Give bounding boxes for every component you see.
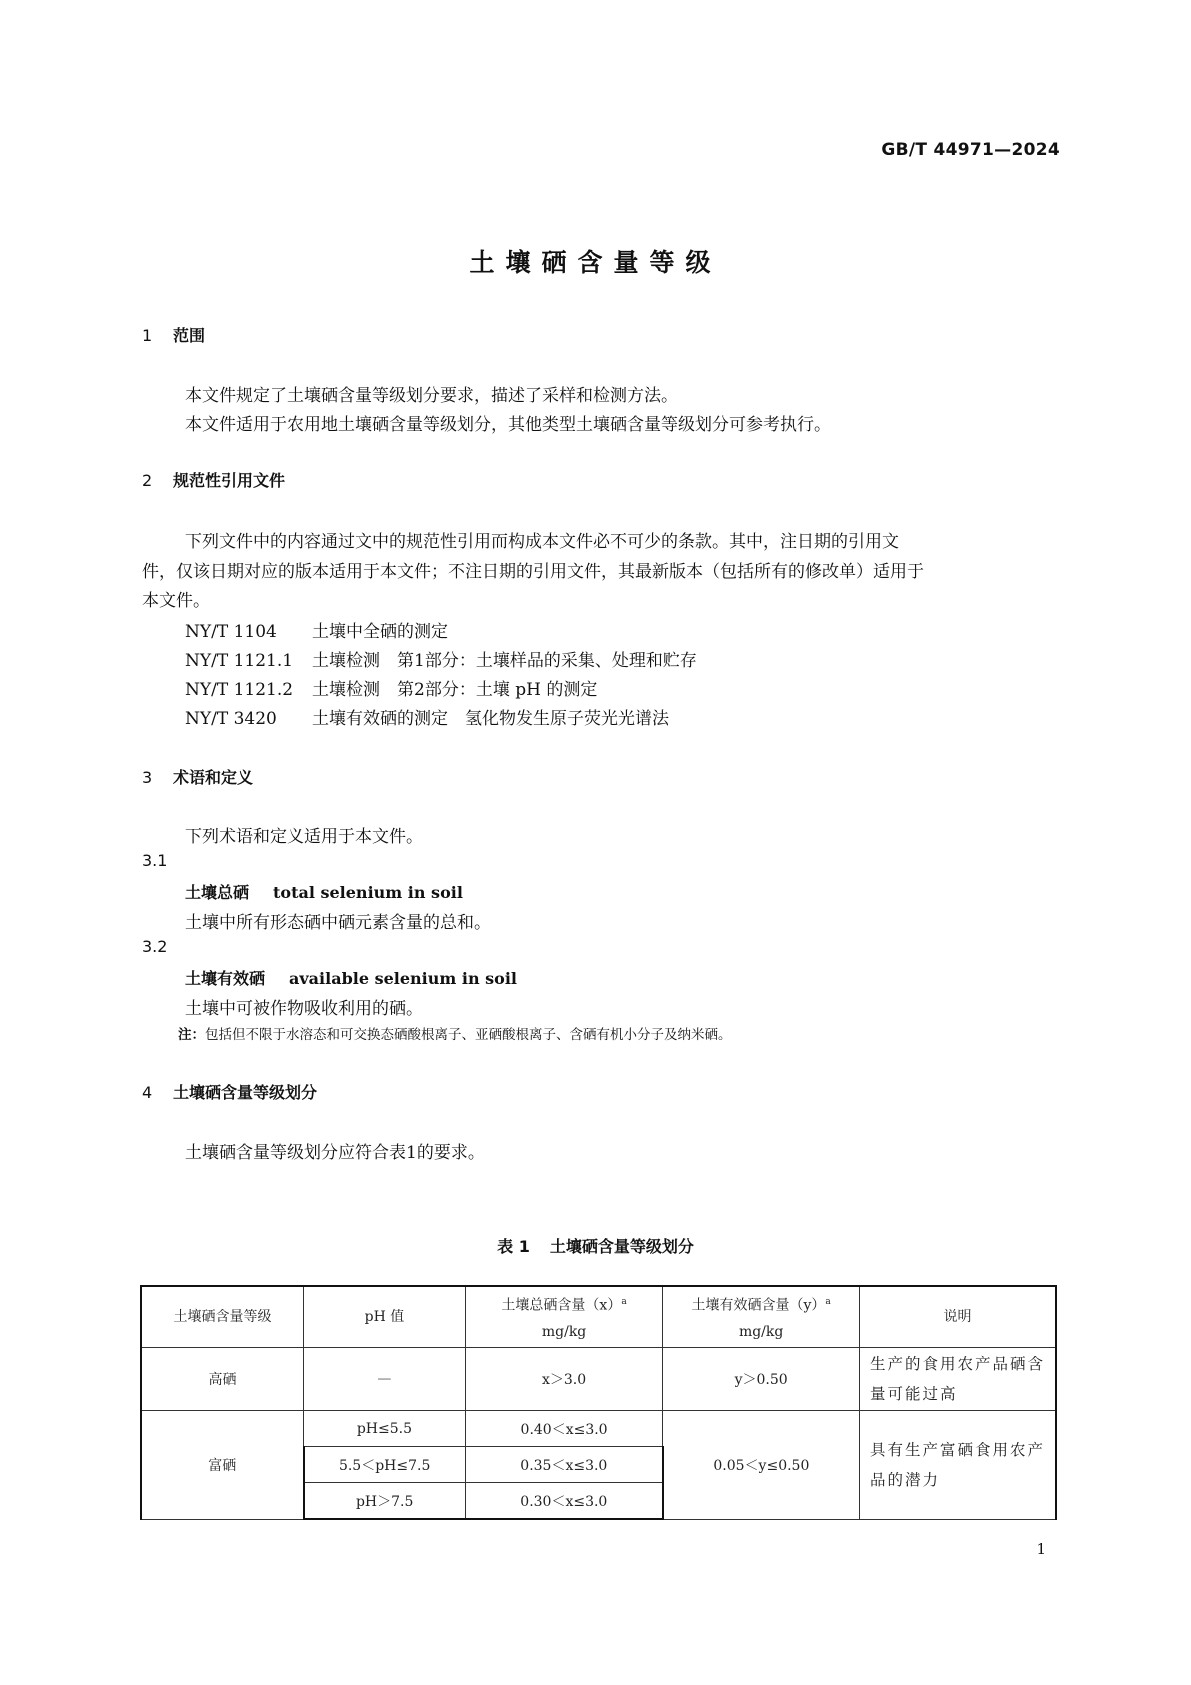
paragraph: 下列术语和定义适用于本文件。	[185, 827, 423, 847]
cell-ph: —	[304, 1348, 466, 1411]
term-definition: 土壤中可被作物吸收利用的硒。	[185, 999, 423, 1019]
table-row	[141, 1411, 1056, 1447]
reference-title: 土壤检测 第2部分：土壤 pH 的测定	[312, 680, 598, 700]
header-grade: 土壤硒含量等级	[141, 1286, 304, 1348]
cell-total: 0.40＜x≤3.0	[465, 1411, 663, 1447]
page-number: 1	[1036, 1540, 1046, 1558]
paragraph-line: 本文件。	[142, 591, 210, 611]
section-1-heading	[142, 323, 205, 346]
cell-grade: 高硒	[141, 1348, 304, 1411]
section-title: 土壤硒含量等级划分	[173, 1083, 318, 1102]
header-total-label: 土壤总硒含量（x）	[501, 1297, 622, 1314]
reference-code: NY/T 1121.1	[185, 651, 294, 671]
term-zh: 土壤有效硒	[185, 969, 266, 988]
section-number: 4	[142, 1083, 153, 1102]
document-title: 土壤硒含量等级	[469, 248, 722, 277]
table-number: 表 1	[497, 1237, 530, 1256]
reference-item	[185, 617, 448, 642]
header-ph: pH 值	[304, 1286, 466, 1348]
section-title: 规范性引用文件	[173, 471, 286, 490]
cell-grade: 富硒	[141, 1411, 304, 1520]
section-4-heading	[142, 1080, 317, 1103]
cell-ph: pH≤5.5	[304, 1411, 466, 1447]
note-label: 注：	[178, 1027, 205, 1043]
cell-description: 具有生产富硒食用农产品的潜力	[859, 1411, 1056, 1520]
reference-code: NY/T 1121.2	[185, 680, 294, 700]
cell-ph: pH＞7.5	[304, 1483, 466, 1520]
reference-title: 土壤中全硒的测定	[312, 622, 448, 642]
term-en: total selenium in soil	[273, 883, 463, 902]
cell-total: x＞3.0	[465, 1348, 663, 1411]
term-definition: 土壤中所有形态硒中硒元素含量的总和。	[185, 913, 491, 933]
section-number: 3	[142, 768, 153, 787]
reference-title: 土壤有效硒的测定 氢化物发生原子荧光光谱法	[312, 709, 669, 729]
reference-item	[185, 704, 669, 729]
paragraph: 本文件规定了土壤硒含量等级划分要求，描述了采样和检测方法。	[185, 386, 678, 406]
table-title	[0, 1234, 1191, 1257]
paragraph: 土壤硒含量等级划分应符合表1的要求。	[185, 1143, 485, 1163]
cell-total: 0.30＜x≤3.0	[465, 1483, 663, 1520]
cell-available: 0.05＜y≤0.50	[663, 1411, 860, 1520]
paragraph-line: 件，仅该日期对应的版本适用于本文件；不注日期的引用文件，其最新版本（包括所有的修改单）适用于	[142, 562, 924, 582]
section-number: 1	[142, 326, 153, 345]
section-number: 2	[142, 471, 153, 490]
section-title: 术语和定义	[173, 768, 254, 787]
header-description: 说明	[859, 1286, 1056, 1348]
cell-total: 0.35＜x≤3.0	[465, 1447, 663, 1483]
footnote-mark: a	[621, 1297, 627, 1308]
term-zh: 土壤总硒	[185, 883, 250, 902]
term-heading	[185, 880, 463, 903]
table-row	[141, 1348, 1056, 1411]
term-heading	[185, 966, 517, 989]
section-2-heading	[142, 468, 285, 491]
header-avail-label: 土壤有效硒含量（y）	[691, 1297, 826, 1314]
table-title-text: 土壤硒含量等级划分	[549, 1237, 694, 1256]
term-number: 3.1	[142, 851, 168, 870]
note	[178, 1023, 732, 1043]
cell-available: y＞0.50	[663, 1348, 860, 1411]
term-number: 3.2	[142, 937, 168, 956]
footnote-mark: a	[825, 1297, 831, 1308]
term-en: available selenium in soil	[289, 969, 517, 988]
cell-ph: 5.5＜pH≤7.5	[304, 1447, 466, 1483]
cell-description: 生产的食用农产品硒含量可能过高	[859, 1348, 1056, 1411]
reference-title: 土壤检测 第1部分：土壤样品的采集、处理和贮存	[312, 651, 697, 671]
header-total-unit: mg/kg	[541, 1323, 587, 1340]
paragraph: 本文件适用于农用地土壤硒含量等级划分，其他类型土壤硒含量等级划分可参考执行。	[185, 415, 831, 435]
reference-code: NY/T 1104	[185, 622, 277, 642]
header-total-selenium	[465, 1286, 663, 1348]
section-3-heading	[142, 765, 253, 788]
standard-code: GB/T 44971—2024	[881, 140, 1060, 160]
selenium-grade-table	[140, 1285, 1057, 1520]
section-title: 范围	[173, 326, 206, 345]
table-header-row	[141, 1286, 1056, 1348]
paragraph-line: 下列文件中的内容通过文中的规范性引用而构成本文件必不可少的条款。其中，注日期的引用文	[185, 532, 899, 552]
header-avail-unit: mg/kg	[738, 1323, 784, 1340]
reference-item	[185, 675, 597, 700]
note-text: 包括但不限于水溶态和可交换态硒酸根离子、亚硒酸根离子、含硒有机小分子及纳米硒。	[205, 1027, 732, 1043]
reference-code: NY/T 3420	[185, 709, 277, 729]
header-available-selenium	[663, 1286, 860, 1348]
reference-item	[185, 646, 697, 671]
